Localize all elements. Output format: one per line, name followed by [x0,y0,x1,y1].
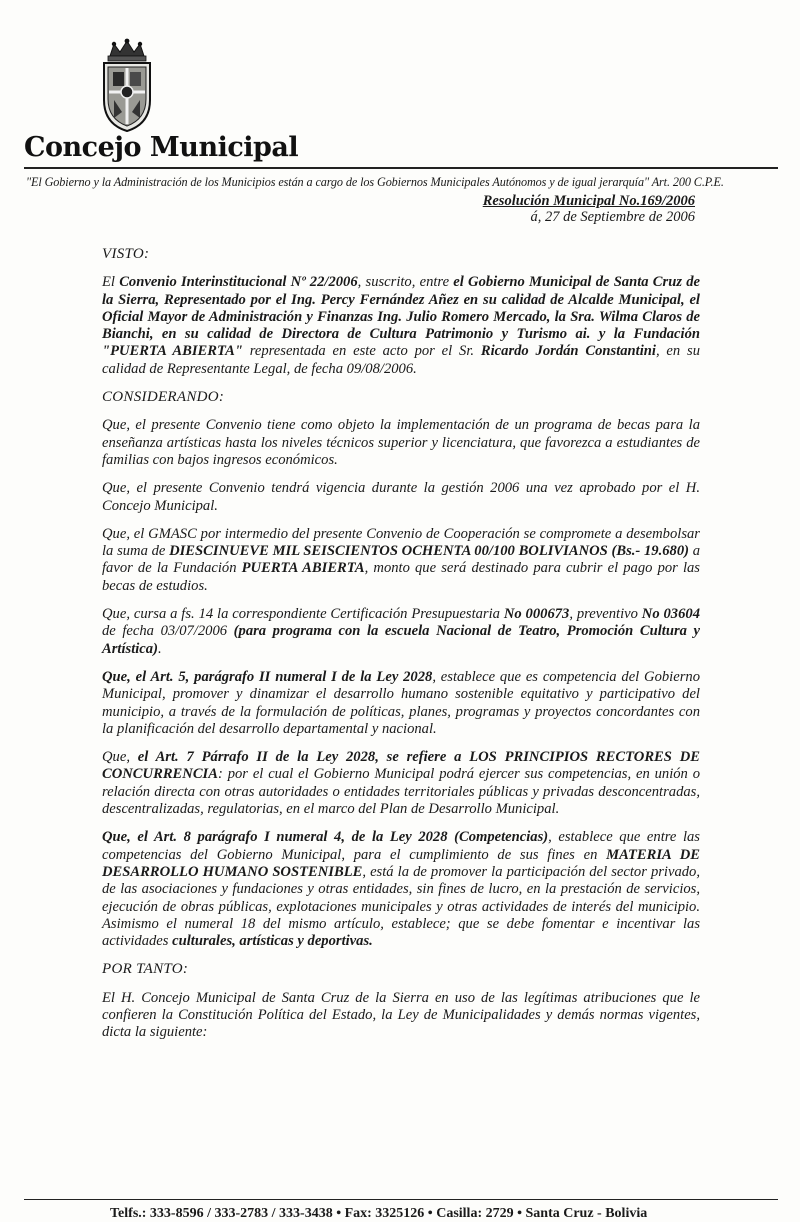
footer-divider [24,1199,778,1200]
text-run: Que, cursa a fs. 14 la correspondiente Certificación Presupuestaria [102,606,504,623]
text-run: , establece que entre las competencias del Gobierno Municipal, para el cumplimiento de sus fines en [102,829,700,863]
text-run: , establece que es competencia del Gobierno Municipal, promover y dinamizar el desarrollo humano sostenible equitativo y participativo del municipio, a través de la formulación de políticas, planes, programas y proyectos concordantes con la planificación del desarrollo departamental y nacional. [102,668,700,737]
text-run: El [102,274,120,291]
bold-text-run: (para programa con la escuela Nacional de Teatro, Promoción Cultura y Artística) [102,623,700,657]
text-run: , suscrito, entre [357,274,454,291]
por-tanto-heading: POR TANTO: [102,961,189,978]
visto-paragraph [102,274,700,378]
footer-contact: Telfs.: 333-8596 / 333-2783 / 333-3438 • Fax: 3325126 • Casilla: 2729 • Santa Cruz - Bolivia [110,1206,648,1221]
resolution-number: Resolución Municipal No.169/2006 [482,193,695,209]
constitutional-motto: "El Gobierno y la Administración de los Municipios están a cargo de los Gobiernos Municipales Autónomos y de igual jerarquía" Art. 200 C.P.E. [26,175,724,189]
text-run: de fecha 03/07/2006 [102,623,234,640]
resolution-block [483,193,695,226]
text-run: . [157,640,162,657]
considerando-paragraph [102,829,700,950]
bold-text-run: Ricardo Jordán Constantini [480,343,656,360]
resolution-date: á, 27 de Septiembre de 2006 [530,209,695,225]
text-run: representada en este acto por el Sr. [242,343,481,360]
text-run: Que, el GMASC por intermedio del presente Convenio de Cooperación se compromete a desembolsar la suma de [102,525,700,560]
considerando-paragraph [102,669,700,738]
text-run: Que, el presente Convenio tiene como objeto la implementación de un programa de becas para la enseñanza artísticas hasta los niveles técnicos superior y licenciatura, que favorezca a estudiantes de familias con bajos ingresos económicos. [102,417,700,468]
considerando-heading: CONSIDERANDO: [102,389,225,406]
text-run: a favor de la Fundación [102,543,700,577]
considerando-paragraph [102,417,700,469]
bold-text-run: culturales, artísticas y deportivas. [172,933,373,950]
bold-text-run: el Gobierno Municipal de Santa Cruz de la Sierra, Representado por el Ing. Percy Fernández Añez en su calidad de Alcalde Municipal, el Oficial Mayor de Administración y Finanzas Ing. Julio Romero Mercado, la Sra. Wilma Claros de Bianchi, en su calidad de Directora de Cultura Patrimonio y Turismo ai. y la Fundación "PUERTA ABIERTA" [102,274,701,360]
bold-text-run: Que, el Art. 5, parágrafo II numeral I de la Ley 2028 [102,668,433,685]
text-run: Que, el presente Convenio tendrá vigencia durante la gestión 2006 una vez aprobado por el H. Concejo Municipal. [102,480,700,514]
text-run: , está la de promover la participación del sector privado, de las asociaciones y fundaciones y otras entidades, sin fines de lucro, en la prestación de servicios, ejecución de obras públicas, explotaciones municipales y otras actividades de interés del municipio. Asimismo el numeral 18 del mismo artículo, establece; que se debe fomentar e incentivar las actividades [102,863,700,950]
text-run: , preventivo [569,606,642,623]
text-run: , monto que será destinado para cubrir el pago por las becas de estudios. [102,560,700,594]
organization-name: Concejo Municipal [24,132,299,163]
text-run: El H. Concejo Municipal de Santa Cruz de la Sierra en uso de las legítimas atribuciones que le confieren la Constitución Política del Estado, la Ley de Municipalidades y demás normas vigentes, dicta la siguiente: [102,989,700,1041]
municipal-coat-of-arms-icon [96,38,158,134]
document-body [102,246,700,1053]
bold-text-run: No 03604 [641,606,700,623]
considerando-paragraph [102,749,700,818]
text-run: Que, [102,749,138,766]
por-tanto-paragraph [102,990,700,1042]
considerando-paragraph [102,526,700,595]
bold-text-run: el Art. 7 Párrafo II de la Ley 2028, se refiere a LOS PRINCIPIOS RECTORES DE CONCURRENCIA [102,749,700,783]
bold-text-run: DIESCINUEVE MIL SEISCIENTOS OCHENTA 00/100 BOLIVIANOS (Bs.- 19.680) [169,543,689,560]
header-divider [24,167,778,169]
visto-heading: VISTO: [102,246,150,262]
bold-text-run: Convenio Interinstitucional Nº 22/2006 [119,274,358,291]
bold-text-run: Que, el Art. 8 parágrafo I numeral 4, de la Ley 2028 (Competencias) [102,829,549,846]
text-run: , en su calidad de Representante Legal, de fecha 09/08/2006. [102,343,701,377]
text-run: : por el cual el Gobierno Municipal podrá ejercer sus competencias, en unión o relación directa con otras autoridades o entidades territoriales públicas y privadas desconcentradas, descentralizadas, regulatorias, en el marco del Plan de Desarrollo Municipal. [102,766,700,818]
bold-text-run: No 000673 [503,606,570,623]
considerando-paragraph [102,606,700,658]
considerando-paragraph [102,480,700,515]
bold-text-run: PUERTA ABIERTA [241,560,365,577]
bold-text-run: MATERIA DE DESARROLLO HUMANO SOSTENIBLE [102,846,700,880]
